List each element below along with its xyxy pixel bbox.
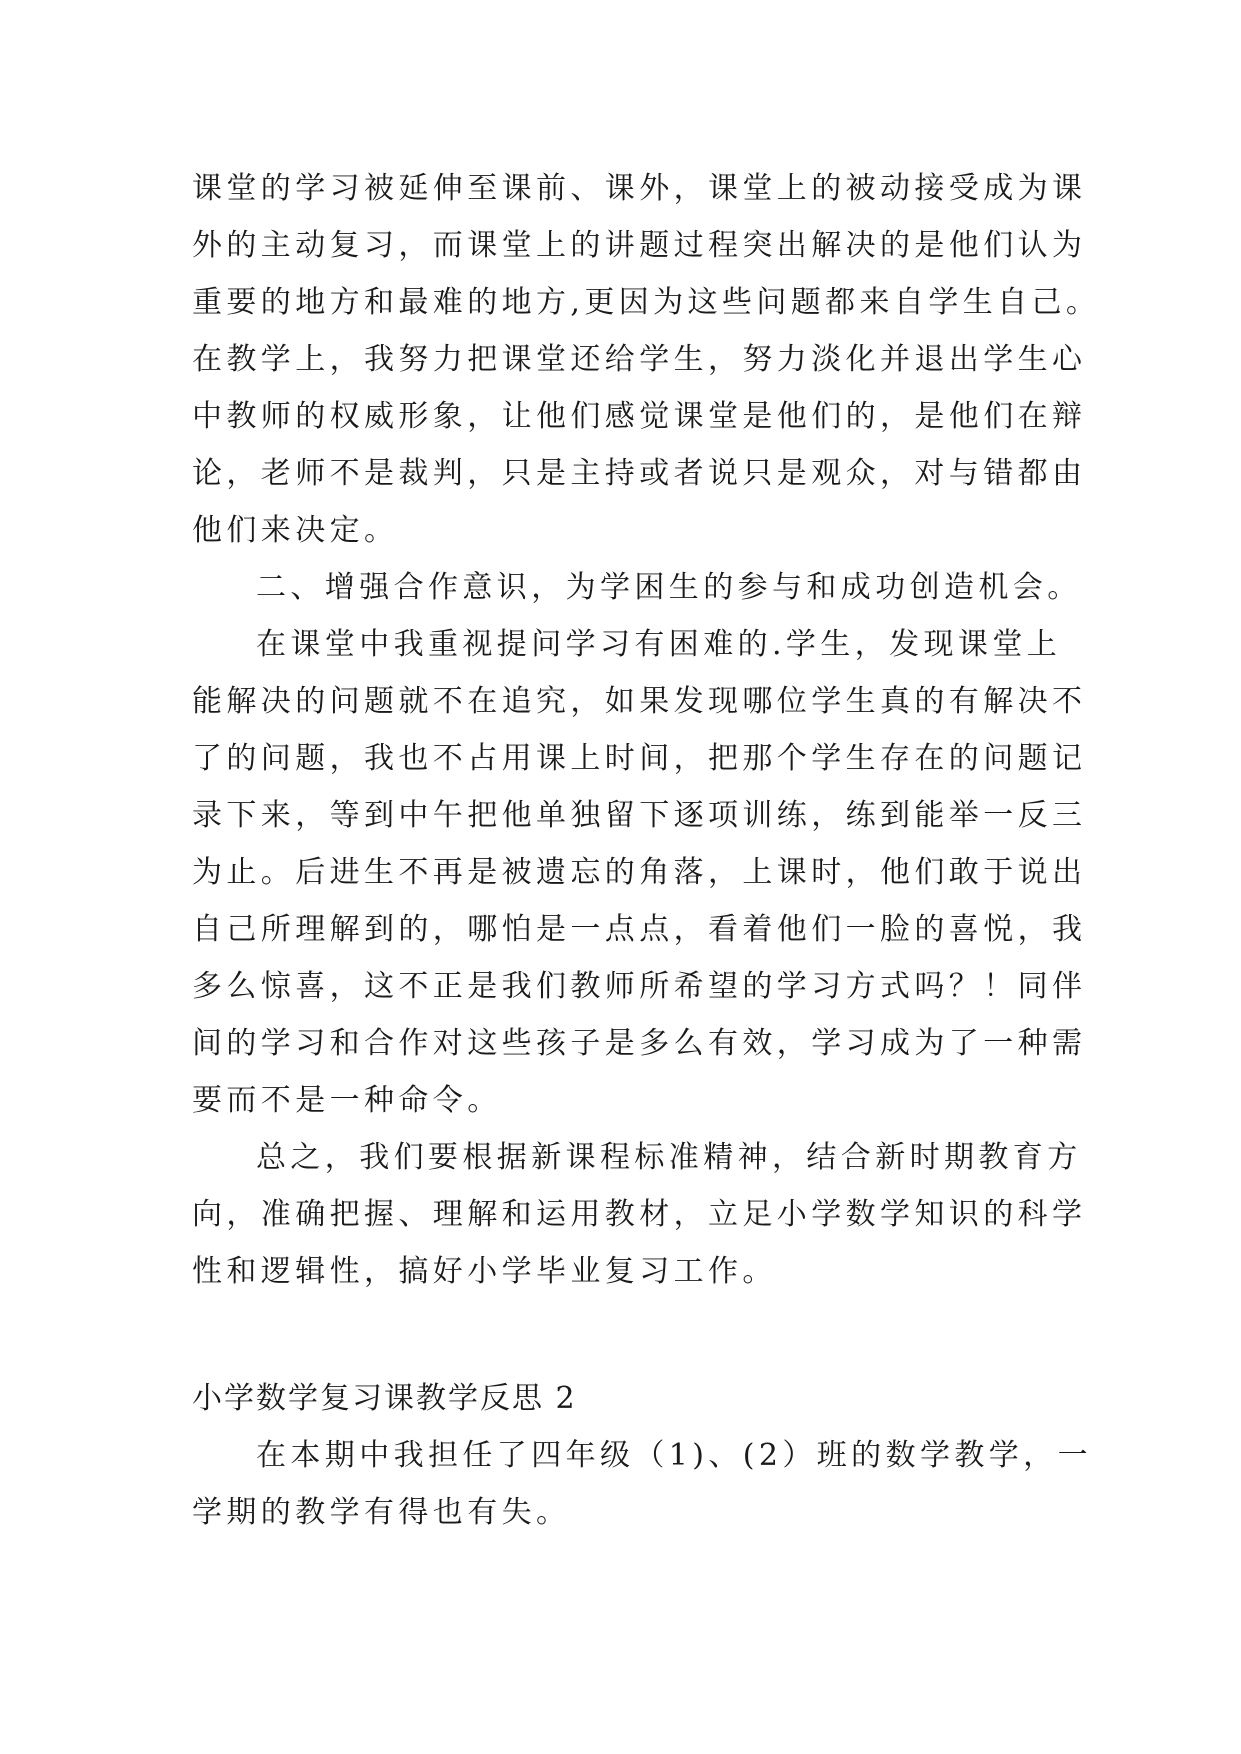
body-text-line: 了的问题，我也不占用课上时间，把那个学生存在的问题记 xyxy=(192,741,1087,776)
body-text-line: 在教学上，我努力把课堂还给学生，努力淡化并退出学生心 xyxy=(192,342,1087,377)
article-title: 小学数学复习课教学反思 2 xyxy=(192,1381,577,1416)
body-text-line: 间的学习和合作对这些孩子是多么有效，学习成为了一种需 xyxy=(192,1026,1087,1061)
body-text-line: 重要的地方和最难的地方,更因为这些问题都来自学生自己。 xyxy=(192,285,1101,320)
body-text-line: 学期的教学有得也有失。 xyxy=(192,1495,571,1530)
body-text-line: 能解决的问题就不在追究，如果发现哪位学生真的有解决不 xyxy=(192,684,1087,719)
body-text-line: 自己所理解到的，哪怕是一点点，看着他们一脸的喜悦，我 xyxy=(192,912,1087,947)
body-text-line: 多么惊喜，这不正是我们教师所希望的学习方式吗？！同伴 xyxy=(192,969,1087,1004)
body-text-line: 为止。后进生不再是被遗忘的角落，上课时，他们敢于说出 xyxy=(192,855,1087,890)
body-text-line: 外的主动复习，而课堂上的讲题过程突出解决的是他们认为 xyxy=(192,228,1087,263)
body-text-line: 在本期中我担任了四年级（1)、(2）班的数学教学，一 xyxy=(256,1438,1092,1473)
body-text-line: 论，老师不是裁判，只是主持或者说只是观众，对与错都由 xyxy=(192,456,1087,491)
body-text-line: 总之，我们要根据新课程标准精神，结合新时期教育方 xyxy=(256,1140,1082,1175)
body-text-line: 他们来决定。 xyxy=(192,513,399,548)
body-text-line: 性和逻辑性，搞好小学毕业复习工作。 xyxy=(192,1254,777,1289)
body-text-line: 在课堂中我重视提问学习有困难的.学生，发现课堂上 xyxy=(256,627,1062,662)
body-text-line: 向，准确把握、理解和运用教材，立足小学数学知识的科学 xyxy=(192,1197,1087,1232)
body-text-line: 要而不是一种命令。 xyxy=(192,1083,502,1118)
body-text-line: 录下来，等到中午把他单独留下逐项训练，练到能举一反三 xyxy=(192,798,1087,833)
body-text-line: 中教师的权威形象，让他们感觉课堂是他们的，是他们在辩 xyxy=(192,399,1087,434)
body-text-line: 课堂的学习被延伸至课前、课外，课堂上的被动接受成为课 xyxy=(192,171,1087,206)
section-heading: 二、增强合作意识，为学困生的参与和成功创造机会。 xyxy=(256,570,1082,605)
